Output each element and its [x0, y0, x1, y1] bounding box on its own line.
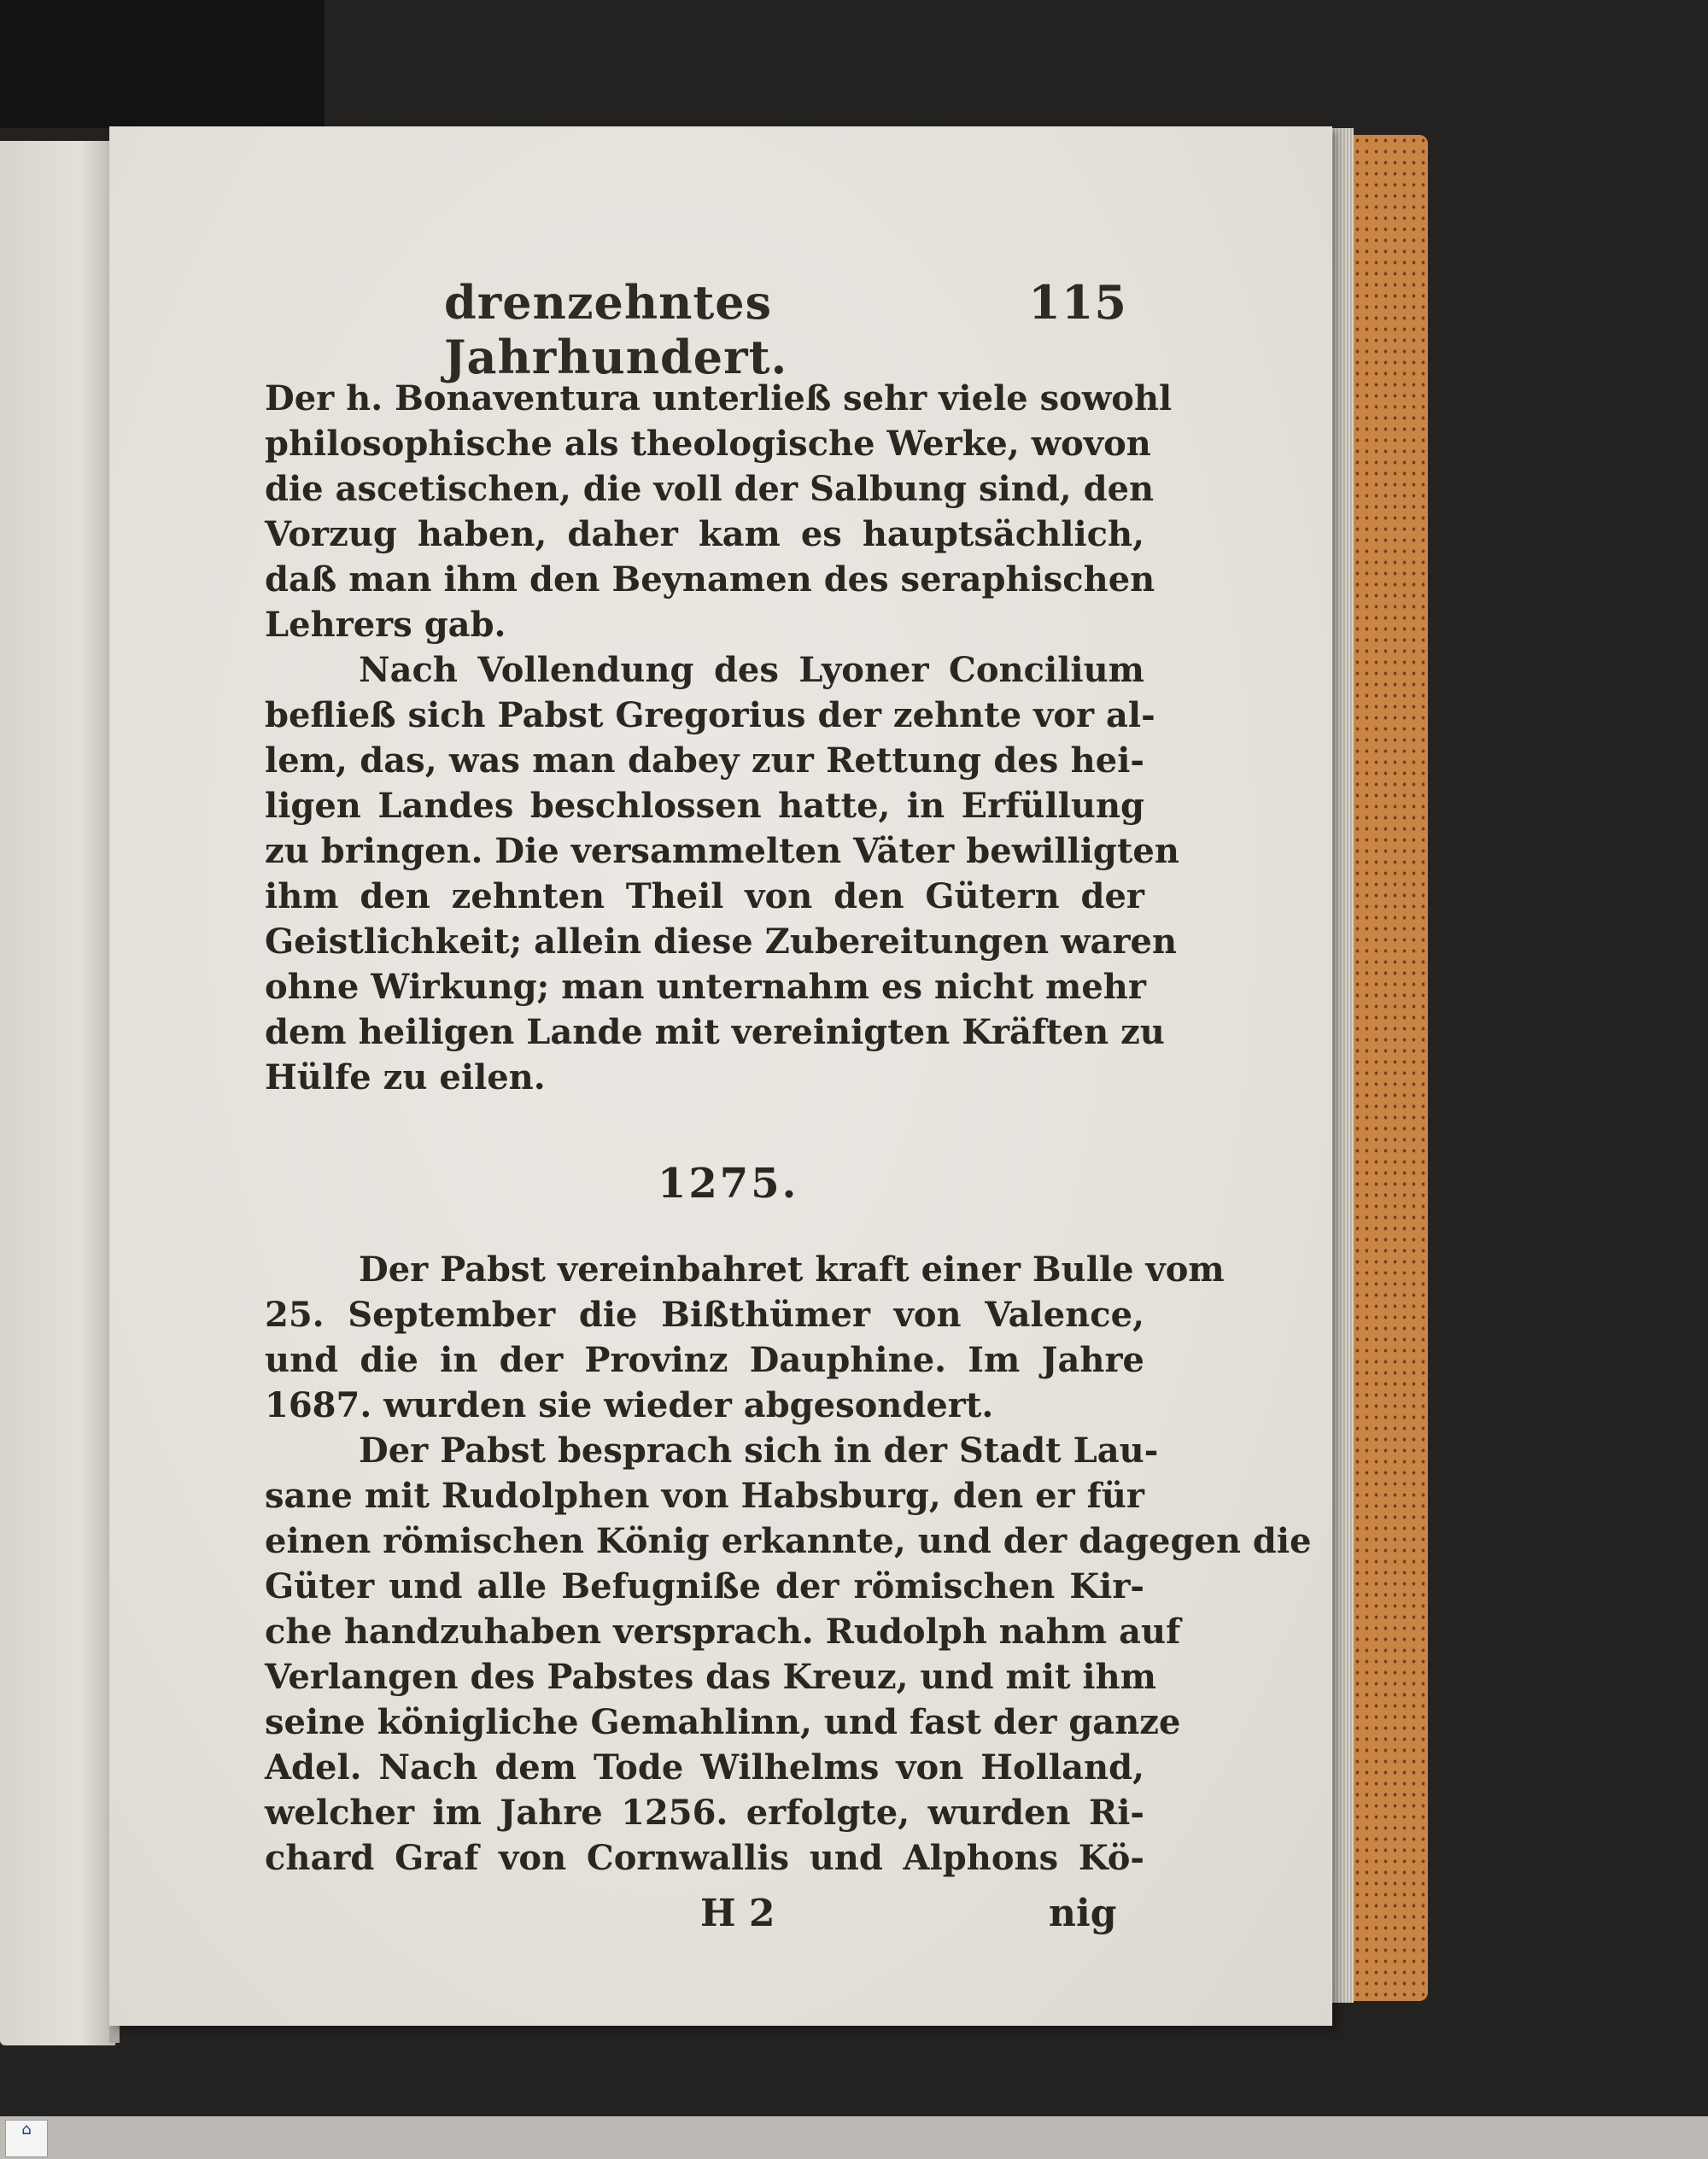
text-line: und die in der Provinz Dauphine. Im Jahre: [265, 1340, 1144, 1380]
institution-logo[interactable]: [5, 2120, 48, 2157]
page-number: 115: [1028, 275, 1127, 330]
text-line: befließ sich Pabst Gregorius der zehnte vor al-: [265, 695, 1155, 735]
background-dark-strip: [0, 0, 325, 128]
text-line: lem, das, was man dabey zur Rettung des hei-: [265, 740, 1144, 781]
paragraph-bonaventura: [265, 376, 1173, 647]
text-line: ihm den zehnten Theil von den Gütern der: [265, 876, 1144, 916]
text-line: welcher im Jahre 1256. erfolgte, wurden Ri-: [265, 1793, 1144, 1833]
running-head: [444, 275, 1127, 384]
signature-mark: H 2: [700, 1892, 775, 1935]
paragraph-rudolph: [265, 1428, 1312, 1881]
text-line: zu bringen. Die versammelten Väter bewilligten: [265, 831, 1179, 871]
text-line: ligen Landes beschlossen hatte, in Erfüllung: [265, 786, 1144, 826]
text-line: daß man ihm den Beynamen des seraphischen: [265, 559, 1155, 600]
text-line: die ascetischen, die voll der Salbung sind, den: [265, 469, 1155, 509]
text-line: ohne Wirkung; man unternahm es nicht mehr: [265, 967, 1146, 1007]
text-line: Lehrers gab.: [265, 605, 506, 645]
text-line: Nach Vollendung des Lyoner Concilium: [359, 650, 1144, 690]
running-head-title: drenzehntes Jahrhundert.: [444, 275, 788, 384]
text-line: einen römischen König erkannte, und der dagegen die: [265, 1521, 1312, 1561]
text-line: Güter und alle Befugniße der römischen Kir-: [265, 1566, 1144, 1606]
year-heading: 1275.: [658, 1160, 799, 1208]
text-line: philosophische als theologische Werke, wovon: [265, 424, 1151, 464]
viewer-footer-bar: [0, 2116, 1708, 2159]
text-line: Der h. Bonaventura unterließ sehr viele sowohl: [265, 378, 1173, 418]
text-line: sane mit Rudolphen von Habsburg, den er für: [265, 1476, 1144, 1516]
text-line: Verlangen des Pabstes das Kreuz, und mit ihm: [265, 1657, 1157, 1697]
text-line: dem heiligen Lande mit vereinigten Kräften zu: [265, 1012, 1165, 1052]
text-line: Hülfe zu eilen.: [265, 1057, 546, 1097]
text-line: seine königliche Gemahlinn, und fast der ganze: [265, 1702, 1181, 1742]
building-icon: ⌂: [21, 2121, 32, 2139]
text-line: Der Pabst besprach sich in der Stadt Lau-: [359, 1431, 1159, 1471]
paragraph-lyoner-concilium: [265, 647, 1179, 1100]
catchword: nig: [1049, 1892, 1117, 1935]
paragraph-bulle: [265, 1247, 1225, 1428]
text-line: Der Pabst vereinbahret kraft einer Bulle vom: [359, 1249, 1225, 1290]
text-line: Vorzug haben, daher kam es hauptsächlich,: [265, 514, 1144, 554]
left-page-edge: [0, 141, 115, 2045]
text-line: che handzuhaben versprach. Rudolph nahm auf: [265, 1612, 1181, 1652]
text-line: chard Graf von Cornwallis und Alphons Kö-: [265, 1838, 1144, 1878]
book-cover-edge: [1348, 135, 1428, 2001]
text-line: 1687. wurden sie wieder abgesondert.: [265, 1385, 994, 1425]
text-line: 25. September die Bißthümer von Valence,: [265, 1295, 1144, 1335]
text-line: Geistlichkeit; allein diese Zubereitungen waren: [265, 922, 1178, 962]
text-line: Adel. Nach dem Tode Wilhelms von Holland,: [265, 1747, 1144, 1787]
